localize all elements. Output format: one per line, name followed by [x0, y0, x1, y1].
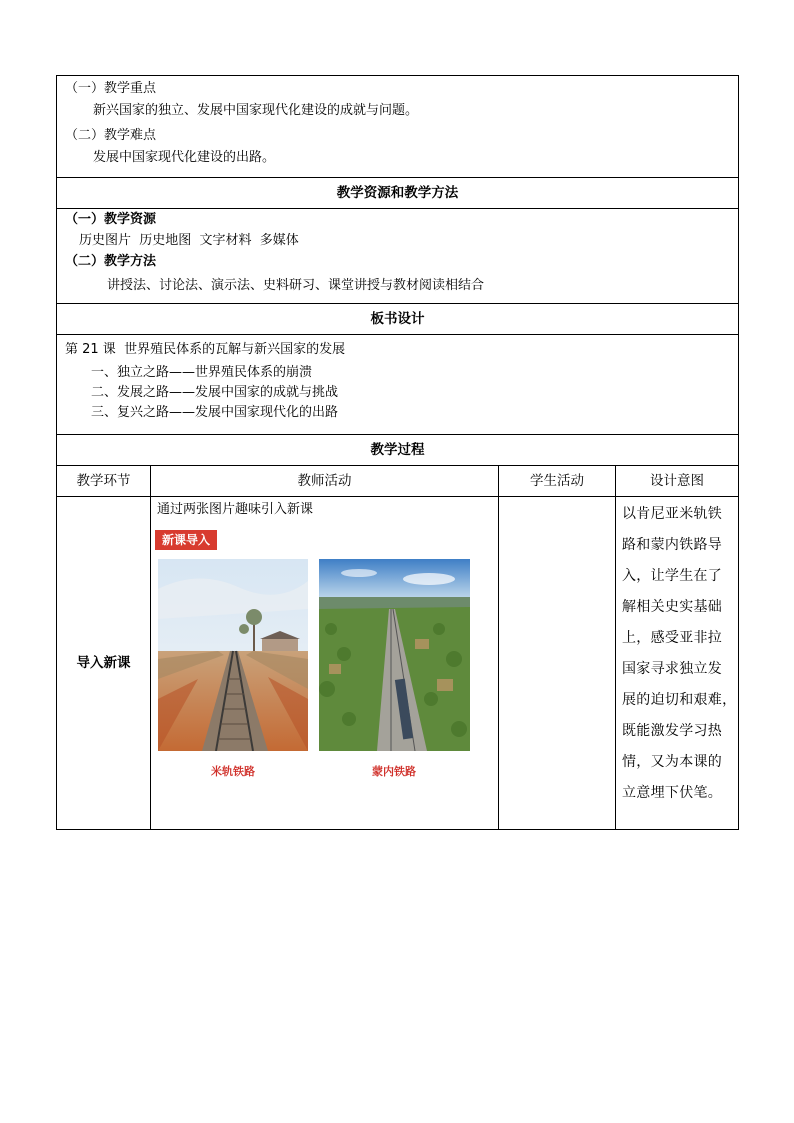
intent-line: 立意埋下伏笔。: [622, 785, 723, 801]
intent-line: 入，让学生在了: [622, 568, 723, 584]
meter-gauge-railway-photo: [158, 559, 308, 751]
board-item-3: 三、复兴之路——发展中国家现代化的出路: [91, 405, 339, 420]
table-row: [57, 497, 739, 830]
column-header-intent: 设计意图: [616, 466, 739, 497]
intent-line: 路和蒙内铁路导: [622, 537, 723, 553]
focus-cell: [57, 76, 739, 178]
board-cell: [57, 335, 739, 435]
intent-line: 解相关史实基础: [622, 599, 723, 615]
design-intent-cell: [616, 497, 739, 830]
board-item-1: 一、独立之路——世界殖民体系的崩溃: [91, 365, 313, 380]
intent-line: 展的迫切和艰难，: [622, 692, 737, 708]
board-item-2: 二、发展之路——发展中国家的成就与挑战: [91, 385, 339, 400]
resource-title: （一）教学资源: [65, 212, 157, 227]
method-title: （二）教学方法: [65, 254, 157, 269]
key-point-title: （一）教学重点: [65, 81, 157, 96]
difficult-point-title: （二）教学难点: [65, 128, 157, 143]
intent-line: 国家寻求独立发: [622, 661, 723, 677]
photo-row: [151, 559, 498, 809]
mombasa-nairobi-railway-photo: [319, 559, 470, 751]
meter-gauge-railway-caption: 米轨铁路: [211, 765, 255, 778]
column-header-row: [57, 466, 739, 497]
mombasa-nairobi-railway-caption: 蒙内铁路: [372, 765, 416, 778]
column-header-teacher: 教师活动: [151, 466, 499, 497]
board-header: 板书设计: [57, 304, 739, 335]
resource-content: 历史图片 历史地图 文字材料 多媒体: [79, 233, 299, 248]
column-header-student: 学生活动: [499, 466, 616, 497]
board-lesson-title: 第 21 课 世界殖民体系的瓦解与新兴国家的发展: [65, 342, 346, 357]
stage-cell: 导入新课: [57, 497, 151, 830]
lesson-plan-document: [56, 75, 738, 830]
intent-line: 情，又为本课的: [622, 754, 723, 770]
process-header: 教学过程: [57, 435, 739, 466]
lesson-plan-table: [56, 75, 739, 830]
focus-row: [57, 76, 739, 178]
teacher-activity-text: 通过两张图片趣味引入新课: [157, 502, 314, 517]
intent-line: 既能激发学习热: [622, 723, 723, 739]
student-activity-cell: [499, 497, 616, 830]
method-content: 讲授法、讨论法、演示法、史料研习、课堂讲授与教材阅读相结合: [107, 278, 485, 293]
resources-header: 教学资源和教学方法: [57, 178, 739, 209]
difficult-point-content: 发展中国家现代化建设的出路。: [93, 150, 276, 165]
resources-cell: [57, 209, 739, 304]
lead-in-badge: 新课导入: [155, 530, 217, 550]
intent-line: 以肯尼亚米轨铁: [622, 506, 723, 522]
intent-line: 上，感受亚非拉: [622, 630, 723, 646]
key-point-content: 新兴国家的独立、发展中国家现代化建设的成就与问题。: [93, 103, 419, 118]
column-header-stage: 教学环节: [57, 466, 151, 497]
teacher-activity-cell: [151, 497, 499, 830]
